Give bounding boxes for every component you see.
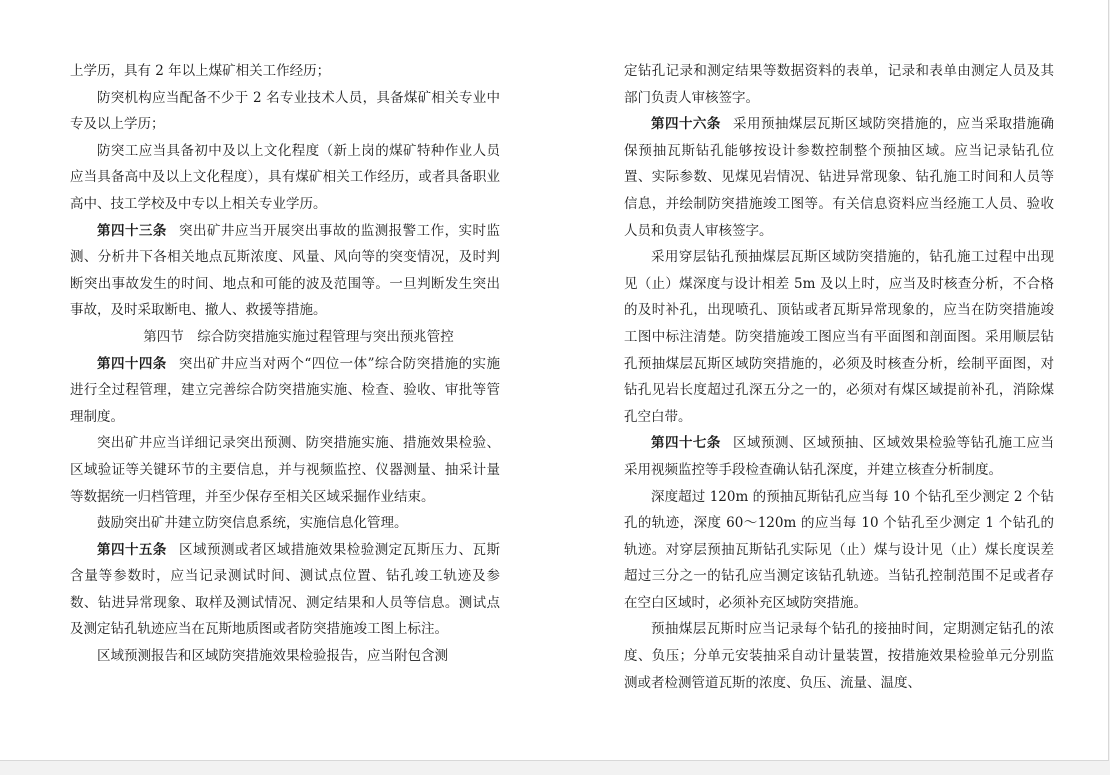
left-page (70, 58, 500, 670)
article-47 (624, 430, 1054, 483)
article-number: 第四十三条 (97, 222, 167, 239)
article-number: 第四十四条 (97, 355, 167, 372)
paragraph: 防突工应当具备初中及以上文化程度（新上岗的煤矿特种作业人员应当具备高中及以上文化程度），具有煤矿相关工作经历，或者具备职业高中、技工学校及中专以上相关专业学历。 (70, 142, 500, 212)
article-46 (624, 111, 1054, 244)
section-title: 综合防突措施实施过程管理与突出预兆管控 (197, 328, 454, 345)
article-number: 第四十五条 (97, 541, 167, 558)
paragraph: 突出矿井应当详细记录突出预测、防突措施实施、措施效果检验、区域验证等关键环节的主要信息，并与视频监控、仪器测量、抽采计量等数据统一归档管理，并至少保存至相关区域采掘作业结束。 (70, 435, 500, 505)
paragraph: 定钻孔记录和测定结果等数据资料的表单，记录和表单由测定人员及其部门负责人审核签字。 (624, 63, 1054, 106)
section-number: 第四节 (143, 328, 184, 345)
paragraph: 采用穿层钻孔预抽煤层瓦斯区域防突措施的，钻孔施工过程中出现见（止）煤深度与设计相差 5m 及以上时，应当及时核查分析，不合格的及时补孔，出现喷孔、顶钻或者瓦斯异常现象的，应当在防突措施竣工图中标注清楚。防突措施竣工图应当有平面图和剖面图。采用顺层钻孔预抽煤层瓦斯区域防突措施的，必须及时核查分析，绘制平面图，对钻孔见岩长度超过孔深五分之一的，必须对有煤区域提前补孔，消除煤孔空白带。 (624, 249, 1054, 425)
paragraph: 上学历，具有 2 年以上煤矿相关工作经历； (70, 63, 331, 79)
article-number: 第四十七条 (651, 435, 721, 452)
paragraph: 防突机构应当配备不少于 2 名专业技术人员，具备煤矿相关专业中专及以上学历； (70, 89, 500, 133)
article-text: 突出矿井应当对两个“四位一体”综合防突措施的实施进行全过程管理，建立完善综合防突措施实施、检查、验收、审批等管理制度。 (70, 355, 500, 425)
paragraph: 深度超过 120m 的预抽瓦斯钻孔应当每 10 个钻孔至少测定 2 个钻孔的轨迹，深度 60～120m 的应当每 10 个钻孔至少测定 1 个钻孔的轨迹。对穿层预抽瓦斯钻孔实际见（止）煤与设计见（止）煤长度误差超过三分之一的钻孔应当测定该钻孔轨迹。当钻孔控制范围不足或者存在空白区域时，必须补充区域防突措施。 (624, 488, 1054, 611)
article-44 (70, 351, 500, 431)
article-number: 第四十六条 (651, 116, 721, 133)
article-text: 区域预测、区域预抽、区域效果检验等钻孔施工应当采用视频监控等手段检查确认钻孔深度，并建立核查分析制度。 (624, 435, 1055, 478)
section-heading (70, 324, 500, 351)
paragraph: 区域预测报告和区域防突措施效果检验报告，应当附包含测 (97, 648, 448, 665)
article-45 (70, 537, 500, 643)
article-text: 采用预抽煤层瓦斯区域防突措施的，应当采取措施确保预抽瓦斯钻孔能够按设计参数控制整个预抽区域。应当记录钻孔位置、实际参数、见煤见岩情况、钻进异常现象、钻孔施工时间和人员等信息，并绘制防突措施竣工图等。有关信息资料应当经施工人员、验收人员和负责人审核签字。 (624, 116, 1055, 239)
paragraph: 鼓励突出矿井建立防突信息系统，实施信息化管理。 (97, 515, 408, 532)
article-text: 突出矿井应当开展突出事故的监测报警工作，实时监测、分析井下各相关地点瓦斯浓度、风量、风向等的突变情况，及时判断突出事故发生的时间、地点和可能的波及范围等。一旦判断发生突出事故，及时采取断电、撤人、救援等措施。 (70, 222, 501, 319)
right-page (624, 58, 1054, 696)
article-43 (70, 218, 500, 324)
article-text: 区域预测或者区域措施效果检验测定瓦斯压力、瓦斯含量等参数时，应当记录测试时间、测试点位置、钻孔竣工轨迹及参数、钻进异常现象、取样及测试情况、测定结果和人员等信息。测试点及测定钻孔轨迹应当在瓦斯地质图或者防突措施竣工图上标注。 (70, 541, 501, 638)
paragraph: 预抽煤层瓦斯时应当记录每个钻孔的接抽时间，定期测定钻孔的浓度、负压；分单元安装抽采自动计量装置，按措施效果检验单元分别监测或者检测管道瓦斯的浓度、负压、流量、温度、 (624, 621, 1054, 691)
